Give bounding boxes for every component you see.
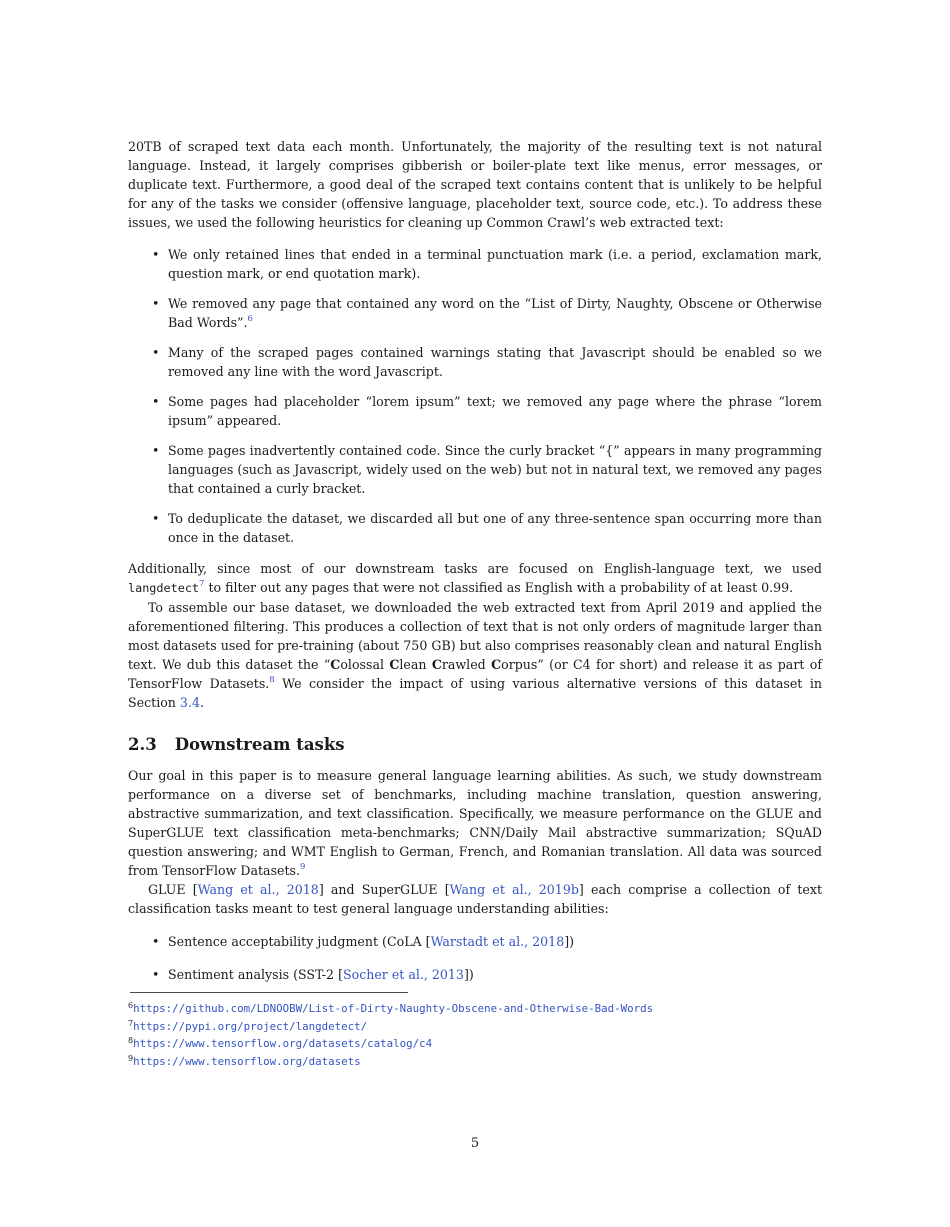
bullet-text: We only retained lines that ended in a terminal punctuation mark (i.e. a period, exclamation mark, question mark, or end quotation mark). (168, 247, 822, 281)
footnote-url-link[interactable]: https://github.com/LDNOOBW/List-of-Dirty-Naughty-Obscene-and-Otherwise-Bad-Words (133, 1002, 654, 1015)
body-text: Our goal in this paper is to measure general language learning abilities. As such, we study downstream performance on a diverse set of benchmarks, including machine translation, question answering, abstractive summarization, and text classification. Specifically, we measure performance on the GLUE and SuperGLUE text classification meta-benchmarks; CNN/Daily Mail abstractive summarization; SQuAD question answering; and WMT English to German, French, and Romanian translation. All data was sourced from TensorFlow Datasets. (128, 768, 822, 878)
body-text: rawled (441, 657, 492, 672)
glue-tasks-bullet-list (128, 932, 822, 984)
bullet-text: Some pages had placeholder “lorem ipsum” text; we removed any page where the phrase “lorem ipsum” appeared. (168, 394, 822, 428)
footnote-ref-link[interactable]: 8 (269, 675, 275, 685)
bullet-marker: • (152, 345, 160, 360)
list-item (128, 509, 822, 547)
bullet-text: Some pages inadvertently contained code. Since the curly bracket “{” appears in many programming languages (such as Javascript, widely used on the web) but not in natural text, we removed any pages that contained a curly bracket. (168, 443, 822, 496)
bullet-marker: • (152, 443, 160, 458)
footnote-url-link[interactable]: https://pypi.org/project/langdetect/ (133, 1019, 368, 1033)
bold-initial: C (491, 657, 502, 672)
body-text: ]) (463, 967, 474, 982)
list-item (128, 392, 822, 430)
bullet-marker: • (152, 394, 160, 409)
bullet-marker: • (152, 511, 160, 526)
footnote-number: 7 (128, 1018, 134, 1028)
footnote (128, 999, 822, 1017)
body-text: Additionally, since most of our downstream tasks are focused on English-language text, we used (128, 561, 822, 576)
body-text: ]) (564, 934, 575, 949)
citation-link[interactable]: Warstadt et al., 2018 (430, 934, 565, 949)
footnote-url-link[interactable]: https://www.tensorflow.org/datasets/catalog/c4 (133, 1037, 433, 1050)
paragraph-downstream-goal (128, 766, 822, 880)
list-item (128, 343, 822, 381)
section-title: Downstream tasks (174, 735, 345, 754)
bullet-marker: • (152, 296, 160, 311)
paragraph-glue-intro (128, 880, 822, 918)
footnote-ref-link[interactable]: 9 (300, 862, 306, 872)
footnote-number: 8 (128, 1036, 134, 1045)
list-item (128, 294, 822, 332)
body-text: To assemble our base dataset, we downloaded the web extracted text from April 2019 and applied the aforementioned filtering. This produces a collection of text that is not only orders of magnitude larger than most datasets used for pre-training (about 750 GB) but also comprises reasonably clean and natural English text. We dub this dataset the “ (128, 600, 822, 672)
citation-link[interactable]: Socher et al., 2013 (342, 967, 464, 982)
list-item (128, 932, 822, 951)
bullet-text: Many of the scraped pages contained warnings stating that Javascript should be enabled so we removed any line with the word Javascript. (168, 345, 822, 379)
body-text: Sentiment analysis (SST-2 [ (168, 967, 343, 982)
footnote (128, 1017, 822, 1035)
body-text: GLUE [ (148, 882, 198, 897)
footnote-number: 6 (128, 1001, 134, 1010)
paragraph-c4-dataset (128, 598, 822, 712)
list-item (128, 441, 822, 498)
footnote-number: 9 (128, 1053, 134, 1063)
bullet-marker: • (152, 934, 160, 949)
body-text: ” (or C4 for short) and release it as part of TensorFlow Datasets. (128, 657, 822, 691)
section-number: 2.3 (128, 735, 157, 754)
footnote-ref-link[interactable]: 6 (247, 314, 253, 324)
bold-initial: C (431, 657, 442, 672)
body-text: olossal (340, 657, 390, 672)
bold-initial: C (330, 657, 341, 672)
footnote (128, 1052, 822, 1070)
footnote-rule (130, 992, 408, 993)
section-heading (128, 734, 822, 755)
body-text: 20TB of scraped text data each month. Unfortunately, the majority of the resulting text is not natural language. Instead, it largely comprises gibberish or boiler-plate text like menus, error messages, or duplicate text. Furthermore, a good deal of the scraped text contains content that is unlikely to be helpful for any of the tasks we consider (offensive language, placeholder text, source code, etc.). To address these issues, we used the following heuristics for cleaning up Common Crawl’s web extracted text: (128, 139, 822, 230)
footnote-url-link[interactable]: https://www.tensorflow.org/datasets (133, 1054, 361, 1068)
citation-link[interactable]: Wang et al., 2019b (449, 882, 579, 897)
heuristics-bullet-list (128, 245, 822, 547)
list-item (128, 965, 822, 984)
body-text: lean (399, 657, 432, 672)
bullet-marker: • (152, 247, 160, 262)
body-text: orpus (501, 657, 538, 672)
footnotes-block (128, 992, 822, 1069)
bullet-marker: • (152, 967, 160, 982)
page-number: 5 (470, 1136, 480, 1151)
body-text: ] and SuperGLUE [ (318, 882, 450, 897)
paragraph-langdetect (128, 559, 822, 598)
body-text: We consider the impact of using various alternative versions of this dataset in Section (128, 676, 822, 710)
footnote (128, 1034, 822, 1052)
body-text: to filter out any pages that were not classified as English with a probability of at least 0.99. (204, 580, 794, 595)
bullet-text (168, 965, 822, 984)
bullet-text (168, 932, 822, 951)
body-text: Sentence acceptability judgment (CoLA [ (168, 934, 431, 949)
inline-code: langdetect (128, 581, 200, 595)
bullet-text: To deduplicate the dataset, we discarded all but one of any three-sentence span occurring more than once in the dataset. (168, 511, 822, 545)
footnote-ref-link[interactable]: 7 (199, 579, 205, 589)
body-text: . (199, 695, 204, 710)
list-item (128, 245, 822, 283)
bold-initial: C (389, 657, 400, 672)
body-text: We removed any page that contained any word on the “List of Dirty, Naughty, Obscene or Otherwise Bad Words”. (168, 296, 822, 330)
section-ref-link[interactable]: 3.4 (179, 695, 200, 710)
citation-link[interactable]: Wang et al., 2018 (197, 882, 319, 897)
text-column (128, 137, 822, 1069)
paragraph-cleaning-intro (128, 137, 822, 232)
bullet-text (168, 294, 822, 332)
body-text: ] each comprise a collection of text classification tasks meant to test general language understanding abilities: (128, 882, 822, 916)
